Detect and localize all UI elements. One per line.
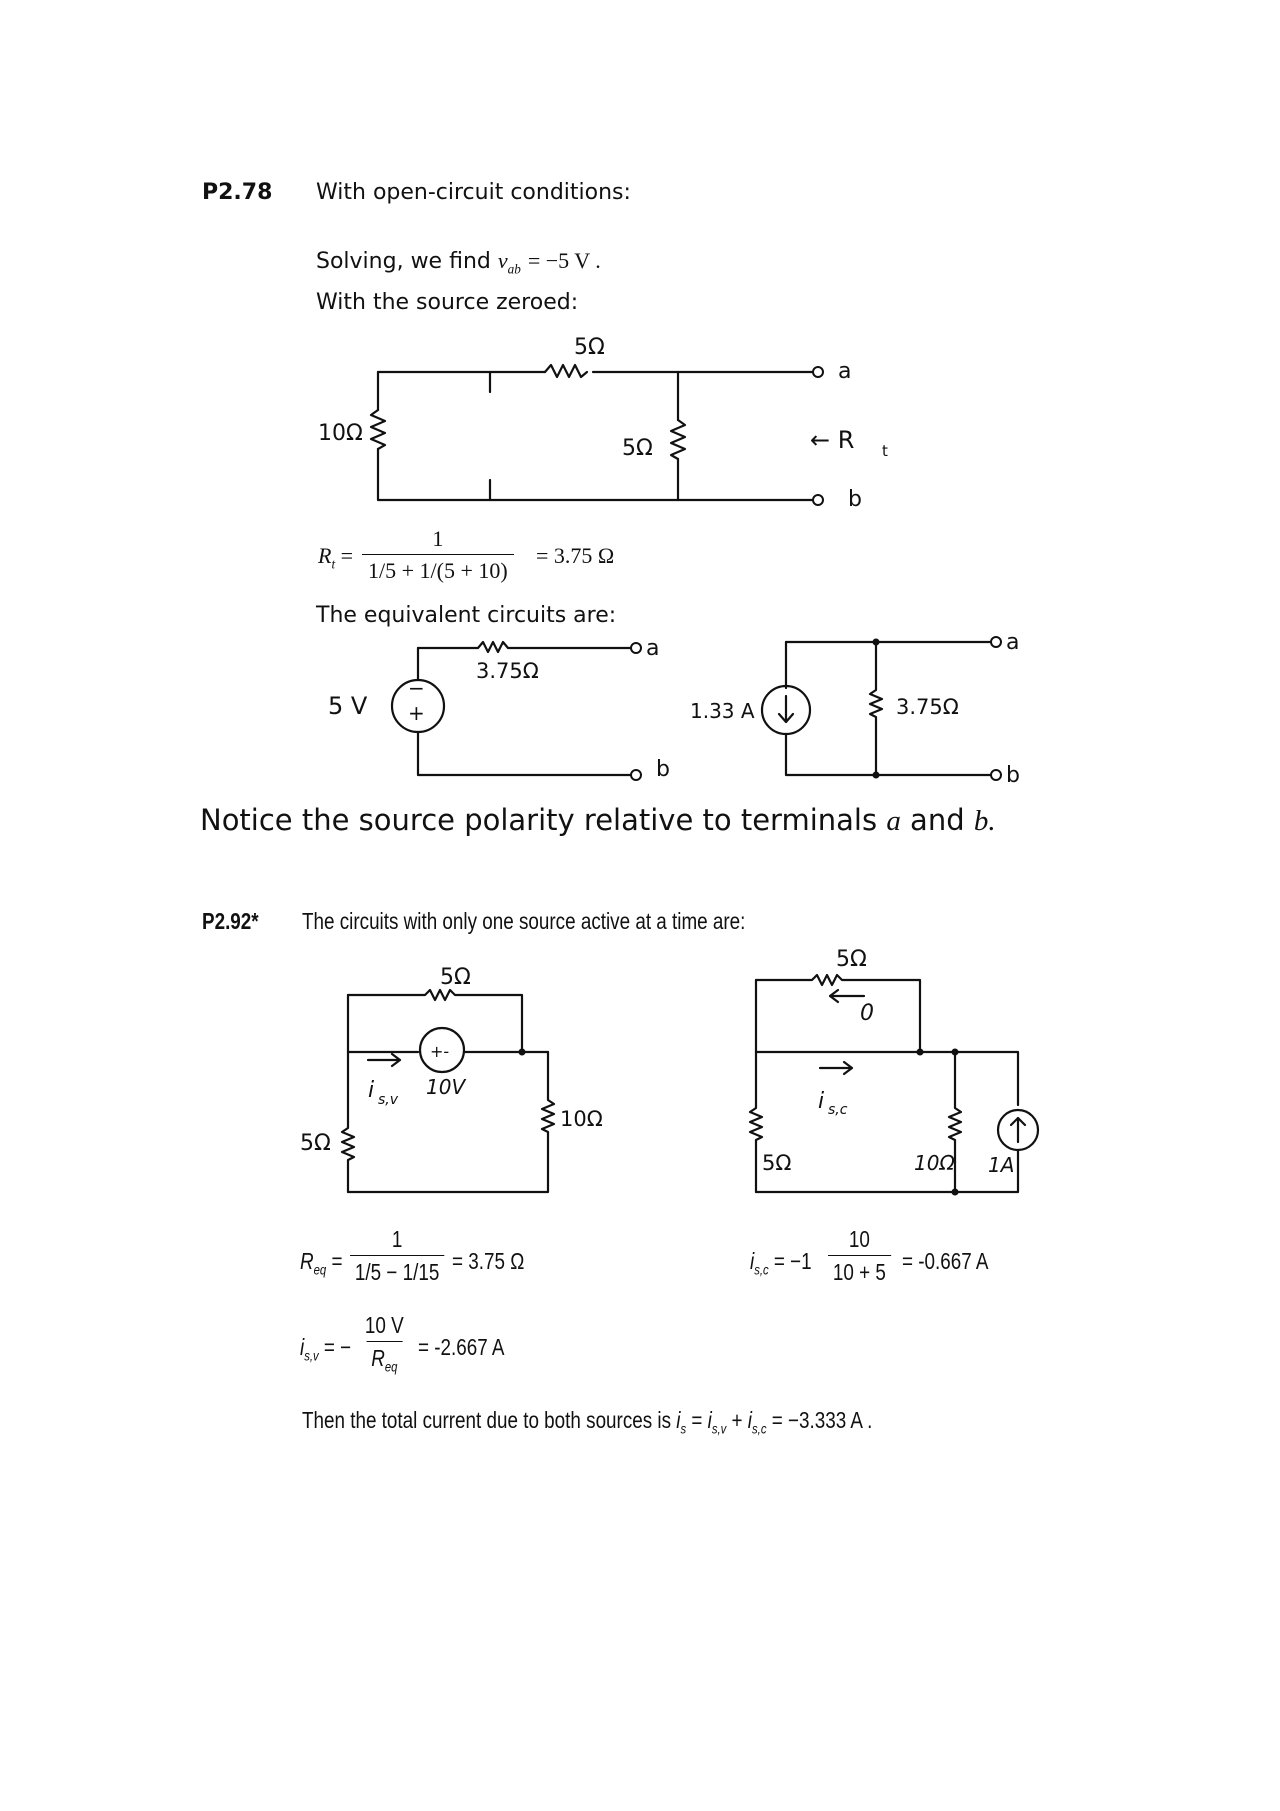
req-lhs: R <box>300 1248 314 1274</box>
total-is: i <box>676 1407 681 1433</box>
req-fraction <box>350 1226 444 1286</box>
req-den: 1/5 − 1/15 <box>350 1255 444 1286</box>
isv-den-r: R <box>371 1345 385 1371</box>
total-result: = −3.333 A . <box>771 1407 873 1433</box>
right-r-top: 5Ω <box>836 947 867 972</box>
rt-result: = 3.75 Ω <box>536 543 615 568</box>
isc-num: 10 <box>848 1226 870 1252</box>
isv-result: = -2.667 A <box>418 1334 505 1360</box>
problem-label-p278: P2.78 <box>202 180 273 205</box>
equiv-text: The equivalent circuits are: <box>316 603 617 628</box>
isv-prefix: = − <box>323 1334 352 1360</box>
req-result: = 3.75 Ω <box>452 1248 525 1274</box>
thevenin-source-label: 5 V <box>328 692 368 720</box>
zeroed-term-a: a <box>838 359 852 384</box>
thevenin-resistor-label: 3.75Ω <box>476 659 539 683</box>
req-num: 1 <box>391 1226 403 1252</box>
right-r-mid: 10Ω <box>914 1151 955 1175</box>
isc-lhs-sub: s,c <box>754 1262 769 1278</box>
isv-lhs: i <box>300 1334 305 1360</box>
right-r-left: 5Ω <box>762 1151 792 1175</box>
rt-den: 1/5 + 1/(5 + 10) <box>362 554 514 584</box>
v-sub: ab <box>507 261 521 277</box>
right-source-label: 1A <box>988 1153 1015 1177</box>
problem-label-p292: P2.92* <box>202 908 259 934</box>
isc-fraction <box>828 1226 891 1286</box>
source-plus-icon: + <box>408 701 425 725</box>
total-isv: i <box>707 1407 712 1433</box>
rt-lhs: R <box>318 543 332 568</box>
p278-zeroed-text: With the source zeroed: <box>316 290 579 315</box>
zeroed-r-mid: 5Ω <box>622 436 653 461</box>
isc-result: = -0.667 A <box>902 1248 989 1274</box>
norton-source-label: 1.33 A <box>690 699 755 723</box>
zeroed-term-b: b <box>848 487 862 512</box>
p278-intro: With open-circuit conditions: <box>316 180 631 205</box>
norton-resistor-label: 3.75Ω <box>896 695 959 719</box>
thevenin-term-b: b <box>656 757 670 782</box>
isv-den <box>366 1341 402 1375</box>
right-zero-current: 0 <box>860 1001 874 1026</box>
v-symbol: v <box>497 248 508 273</box>
norton-term-a: a <box>1006 630 1020 655</box>
total-is-sub: s <box>680 1421 687 1437</box>
total-text: Then the total current due to both sources is <box>302 1407 672 1433</box>
total-isc-sub: s,c <box>752 1421 767 1437</box>
total-eq1: = <box>691 1407 703 1433</box>
right-current-label: i <box>818 1089 825 1114</box>
left-r-top: 5Ω <box>440 965 471 990</box>
total-isc: i <box>747 1407 753 1433</box>
source-polarity-icon: +- <box>430 1042 450 1061</box>
v-value: = −5 V . <box>527 248 601 273</box>
norton-term-b: b <box>1006 763 1020 788</box>
solving-prefix: Solving, we find <box>316 249 491 274</box>
left-r-right: 10Ω <box>560 1107 603 1131</box>
left-current-label: i <box>368 1078 375 1103</box>
rt-lhs-sub: t <box>331 556 336 572</box>
notice-and: and <box>910 803 965 837</box>
source-minus-icon: − <box>408 676 425 700</box>
isv-lhs-sub: s,v <box>304 1348 319 1364</box>
isv-eq-lhs <box>300 1334 351 1364</box>
left-source-label: 10V <box>426 1075 466 1099</box>
rt-eq-sign: = <box>340 543 354 568</box>
rt-num: 1 <box>432 526 444 551</box>
isc-prefix: = −1 <box>773 1248 812 1274</box>
left-current-sub: s,v <box>378 1092 399 1108</box>
isc-eq-lhs <box>750 1248 812 1278</box>
isc-lhs: i <box>750 1248 755 1274</box>
left-r-left: 5Ω <box>300 1131 331 1156</box>
notice-a: a <box>886 805 901 837</box>
req-lhs-sub: eq <box>313 1262 327 1278</box>
rt-arrow-sub: t <box>882 442 888 460</box>
isv-fraction <box>360 1312 409 1375</box>
total-current-line <box>302 1407 872 1437</box>
notice-text: Notice the source polarity relative to terminals <box>200 803 878 837</box>
right-current-sub: s,c <box>828 1102 848 1118</box>
thevenin-term-a: a <box>646 636 660 661</box>
isc-den: 10 + 5 <box>828 1255 891 1286</box>
rt-arrow-label: ← R <box>810 426 855 454</box>
total-isv-sub: s,v <box>711 1421 727 1437</box>
total-plus: + <box>731 1407 743 1433</box>
isv-den-sub: eq <box>384 1359 398 1375</box>
notice-b: b. <box>973 805 996 837</box>
zeroed-r-top: 5Ω <box>574 335 605 360</box>
req-eq-lhs: $R_{eq}$ = <box>300 1248 343 1278</box>
zeroed-r-left: 10Ω <box>318 421 363 446</box>
p292-intro: The circuits with only one source active at a time are: <box>302 908 746 934</box>
isv-num: 10 V <box>364 1312 404 1338</box>
